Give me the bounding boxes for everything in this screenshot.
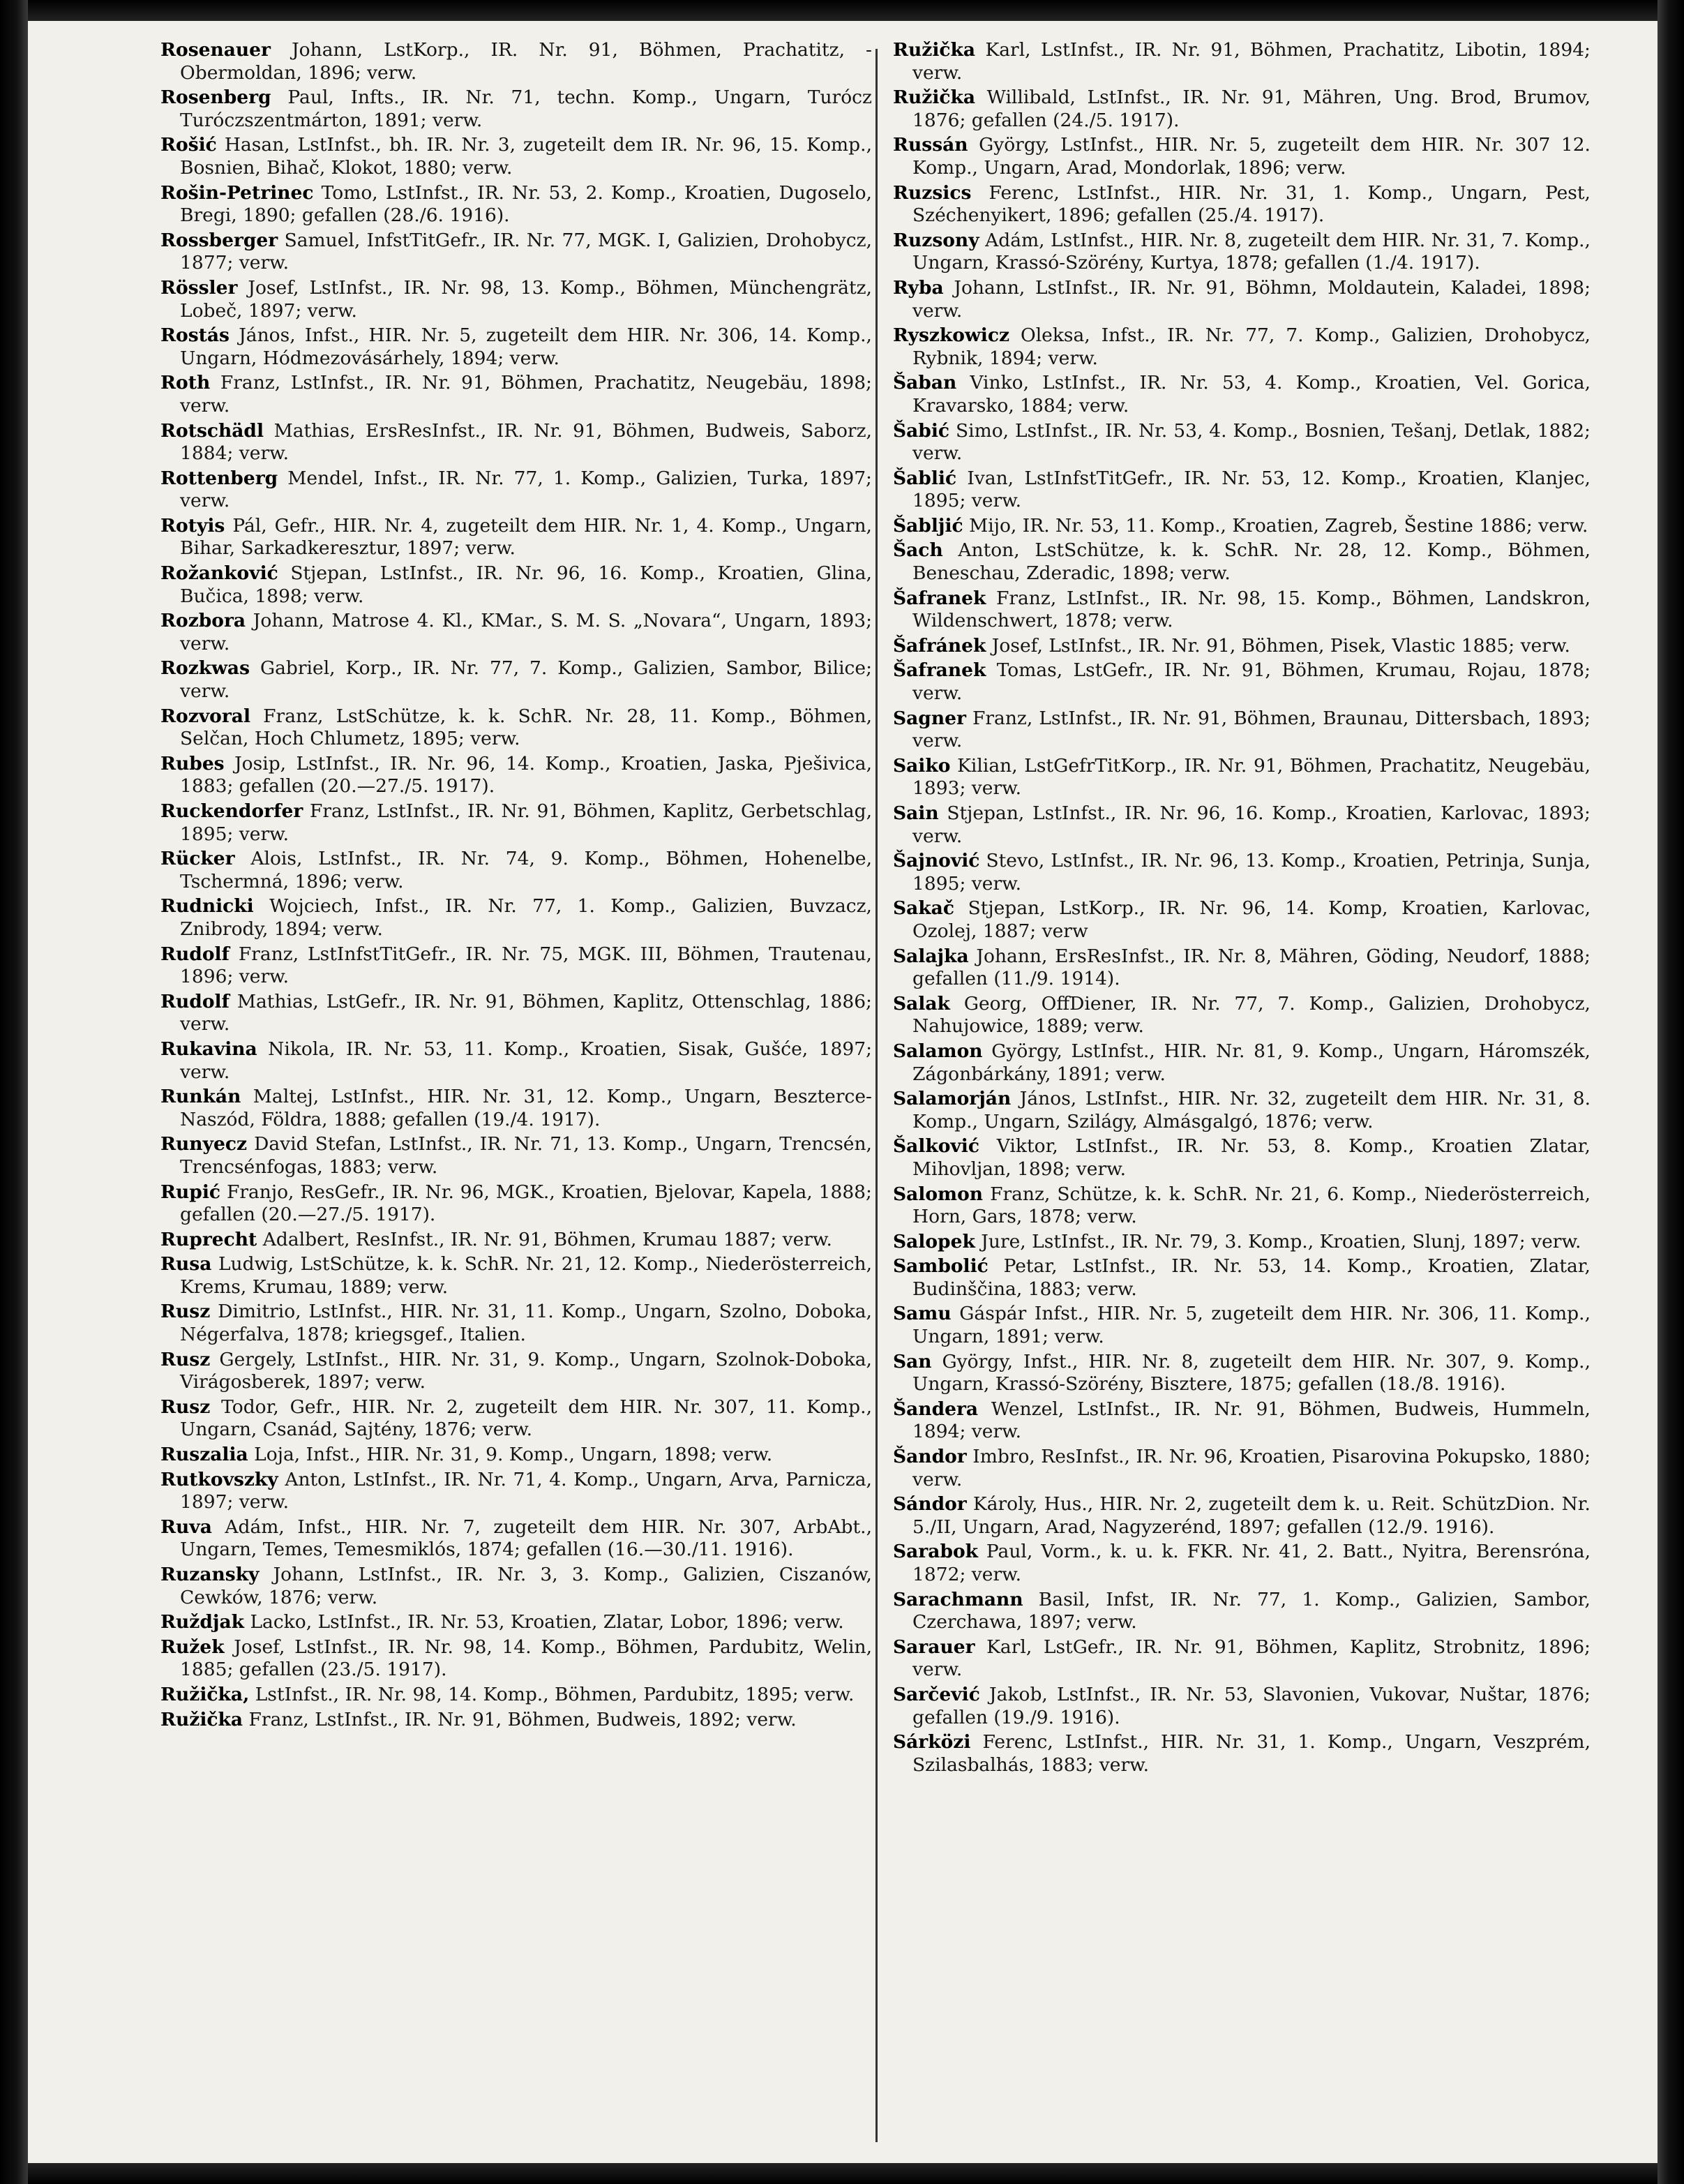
entry-surname: Ružička, [160, 1683, 250, 1705]
list-entry [893, 1255, 1591, 1301]
list-entry [160, 943, 872, 989]
entry-details: Johann, ErsResInfst., IR. Nr. 8, Mähren, Göding, Neudorf, 1888; gefallen (11./9. 1914). [912, 945, 1591, 990]
list-entry [893, 277, 1591, 322]
entry-details: Samuel, InfstTitGefr., IR. Nr. 77, MGK. I, Galizien, Drohobycz, 1877; verw. [180, 229, 872, 274]
entry-details: Stjepan, LstInfst., IR. Nr. 96, 16. Komp., Kroatien, Glina, Bučica, 1898; verw. [180, 562, 872, 607]
entry-surname: Sándor [893, 1493, 967, 1516]
entry-surname: Rostás [160, 324, 230, 347]
entry-surname: Rozkwas [160, 657, 250, 680]
entry-details: Paul, Vorm., k. u. k. FKR. Nr. 41, 2. Batt., Nyitra, Berensróna, 1872; verw. [912, 1541, 1591, 1585]
list-entry [893, 1493, 1591, 1539]
entry-surname: Šalković [893, 1135, 980, 1158]
scan-border-left [0, 0, 28, 2184]
list-entry [160, 515, 872, 560]
entry-details: Franz, LstInfst., IR. Nr. 98, 15. Komp., Böhmen, Landskron, Wildenschwert, 1878; verw. [912, 587, 1591, 632]
list-entry [160, 1301, 872, 1346]
list-entry [893, 1398, 1591, 1444]
list-entry [893, 324, 1591, 370]
list-entry [160, 1636, 872, 1682]
entry-details: Franz, LstSchütze, k. k. SchR. Nr. 28, 11. Komp., Böhmen, Selčan, Hoch Chlumetz, 1895; verw. [180, 705, 872, 750]
entry-details: Jure, LstInfst., IR. Nr. 79, 3. Komp., Kroatien, Slunj, 1897; verw. [981, 1230, 1581, 1252]
list-entry [893, 1589, 1591, 1634]
entry-details: Johann, LstInfst., IR. Nr. 3, 3. Komp., Galizien, Ciszanów, Cewków, 1876; verw. [180, 1564, 872, 1608]
list-entry [893, 755, 1591, 800]
entry-surname: San [893, 1350, 932, 1373]
entry-details: Franjo, ResGefr., IR. Nr. 96, MGK., Kroatien, Bjelovar, Kapela, 1888; gefallen (20.—27./5. 1917). [180, 1181, 872, 1226]
entry-details: Mathias, ErsResInfst., IR. Nr. 91, Böhmen, Budweis, Saborz, 1884; verw. [180, 419, 872, 465]
list-entry [160, 1684, 872, 1707]
entry-details: Josef, LstInfst., IR. Nr. 98, 14. Komp., Böhmen, Pardubitz, Welin, 1885; gefallen (23./5. 1917). [180, 1636, 872, 1681]
list-entry [893, 588, 1591, 633]
entry-details: Stjepan, LstKorp., IR. Nr. 96, 14. Komp, Kroatien, Karlovac, Ozolej, 1887; verw [912, 897, 1591, 942]
entry-surname: Šach [893, 539, 943, 562]
entry-details: Karl, LstGefr., IR. Nr. 91, Böhmen, Kaplitz, Strobnitz, 1896; verw. [912, 1636, 1591, 1681]
entry-details: Mendel, Infst., IR. Nr. 77, 1. Komp., Galizien, Turka, 1897; verw. [180, 467, 872, 512]
list-entry [893, 1183, 1591, 1229]
entry-surname: Sarauer [893, 1636, 975, 1658]
list-entry [160, 277, 872, 322]
entry-surname: Rosenberg [160, 87, 271, 109]
list-entry [160, 1516, 872, 1562]
entry-details: Franz, LstInfst., IR. Nr. 91, Böhmen, Prachatitz, Neugebäu, 1898; verw. [180, 372, 872, 417]
entry-details: Johann, Matrose 4. Kl., KMar., S. M. S. „Novara“, Ungarn, 1893; verw. [180, 610, 872, 655]
list-entry [893, 1684, 1591, 1729]
entry-surname: Rotyis [160, 514, 225, 537]
entry-details: Franz, LstInfst., IR. Nr. 91, Böhmen, Budweis, 1892; verw. [248, 1708, 797, 1730]
entry-details: Adalbert, ResInfst., IR. Nr. 91, Böhmen, Krumau 1887; verw. [262, 1228, 832, 1250]
entry-surname: Rozvoral [160, 705, 251, 727]
entry-surname: Russán [893, 134, 968, 156]
entry-details: Anton, LstSchütze, k. k. SchR. Nr. 28, 12. Komp., Böhmen, Beneschau, Zderadic, 1898; verw. [912, 539, 1591, 585]
list-entry [160, 657, 872, 703]
entry-surname: Ružek [160, 1636, 225, 1658]
entry-details: Károly, Hus., HIR. Nr. 2, zugeteilt dem k. u. Reit. SchützDion. Nr. 5./II, Ungarn, Arad, Nagyzerénd, 1897; gefallen (12./9. 1916). [912, 1493, 1591, 1538]
list-entry [893, 1135, 1591, 1181]
list-entry [160, 991, 872, 1036]
entry-surname: Ružička [893, 87, 976, 109]
entry-details: Willibald, LstInfst., IR. Nr. 91, Mähren, Ung. Brod, Brumov, 1876; gefallen (24./5. 1917). [912, 87, 1591, 131]
entry-surname: Sain [893, 802, 939, 824]
entry-details: Anton, LstInfst., IR. Nr. 71, 4. Komp., Ungarn, Arva, Parnicza, 1897; verw. [180, 1468, 872, 1513]
entry-details: György, LstInfst., HIR. Nr. 81, 9. Komp., Ungarn, Háromszék, Zágonbárkány, 1891; verw. [912, 1040, 1591, 1085]
entry-surname: Salopek [893, 1230, 975, 1252]
entry-surname: Šablić [893, 467, 957, 489]
entry-details: Georg, OffDiener, IR. Nr. 77, 7. Komp., Galizien, Drohobycz, Nahujowice, 1889; verw. [912, 992, 1591, 1038]
scan-border-top [0, 0, 1684, 21]
list-entry [160, 39, 872, 84]
entry-surname: Ruždjak [160, 1611, 244, 1633]
entry-surname: Rutkovszky [160, 1468, 278, 1490]
entry-details: Maltej, LstInfst., HIR. Nr. 31, 12. Komp., Ungarn, Beszterce-Naszód, Földra, 1888; gefallen (19./4. 1917). [180, 1086, 872, 1130]
entry-details: Wojciech, Infst., IR. Nr. 77, 1. Komp., Galizien, Buvzacz, Znibrody, 1894; verw. [180, 895, 872, 940]
entry-surname: Saiko [893, 754, 951, 777]
entry-details: Vinko, LstInfst., IR. Nr. 53, 4. Komp., Kroatien, Vel. Gorica, Kravarsko, 1884; verw. [912, 372, 1591, 417]
list-entry [160, 895, 872, 941]
entry-details: Oleksa, Infst., IR. Nr. 77, 7. Komp., Galizien, Drohobycz, Rybnik, 1894; verw. [912, 324, 1591, 369]
entry-details: Tomas, LstGefr., IR. Nr. 91, Böhmen, Krumau, Rojau, 1878; verw. [912, 659, 1591, 705]
list-entry [160, 705, 872, 751]
list-entry [893, 1351, 1591, 1396]
list-entry [160, 562, 872, 608]
entry-details: János, Infst., HIR. Nr. 5, zugeteilt dem HIR. Nr. 306, 14. Komp., Ungarn, Hódmezovásárhely, 1894; verw. [180, 324, 872, 369]
entry-surname: Ryszkowicz [893, 324, 1010, 347]
list-entry [893, 1040, 1591, 1086]
entry-surname: Šandor [893, 1446, 967, 1468]
entry-surname: Šafranek [893, 659, 986, 682]
list-entry [893, 1446, 1591, 1491]
entry-surname: Rusz [160, 1301, 211, 1323]
list-entry [160, 1349, 872, 1394]
list-entry [893, 1088, 1591, 1133]
entry-surname: Rudolf [160, 943, 230, 965]
entry-details: Ivan, LstInfstTitGefr., IR. Nr. 53, 12. Komp., Kroatien, Klanjec, 1895; verw. [912, 467, 1591, 512]
entry-details: David Stefan, LstInfst., IR. Nr. 71, 13. Komp., Ungarn, Trencsén, Trencsénfogas, 1883; verw. [180, 1133, 872, 1178]
entry-details: Karl, LstInfst., IR. Nr. 91, Böhmen, Prachatitz, Libotin, 1894; verw. [912, 39, 1591, 84]
entry-surname: Runkán [160, 1086, 241, 1108]
entry-details: Tomo, LstInfst., IR. Nr. 53, 2. Komp., Kroatien, Dugoselo, Bregi, 1890; gefallen (28./6. 1916). [180, 181, 872, 227]
list-entry [893, 87, 1591, 132]
list-entry [160, 1253, 872, 1299]
entry-surname: Rozbora [160, 610, 246, 632]
list-entry [160, 1564, 872, 1609]
left-column [160, 39, 872, 1733]
entry-surname: Sambolić [893, 1255, 988, 1278]
entry-details: Hasan, LstInfst., bh. IR. Nr. 3, zugeteilt dem IR. Nr. 96, 15. Komp., Bosnien, Bihač, Klokot, 1880; verw. [180, 134, 872, 179]
entry-details: Josef, LstInfst., IR. Nr. 91, Böhmen, Pisek, Vlastic 1885; verw. [991, 634, 1570, 657]
entry-details: Stjepan, LstInfst., IR. Nr. 96, 16. Komp., Kroatien, Karlovac, 1893; verw. [912, 802, 1591, 847]
entry-surname: Šabljić [893, 514, 963, 537]
right-column [893, 39, 1591, 1779]
list-entry [893, 1303, 1591, 1348]
entry-details: Johann, LstInfst., IR. Nr. 91, Böhmn, Moldautein, Kaladei, 1898; verw. [912, 276, 1591, 322]
entry-details: Johann, LstKorp., IR. Nr. 91, Böhmen, Prachatitz, -Obermoldan, 1896; verw. [180, 39, 872, 84]
entry-details: Nikola, IR. Nr. 53, 11. Komp., Kroatien, Sisak, Gušće, 1897; verw. [180, 1038, 872, 1083]
entry-surname: Rožanković [160, 562, 278, 585]
entry-details: György, LstInfst., HIR. Nr. 5, zugeteilt dem HIR. Nr. 307 12. Komp., Ungarn, Arad, Mondorlak, 1896; verw. [912, 134, 1591, 179]
entry-surname: Ruszalia [160, 1444, 248, 1466]
list-entry [893, 850, 1591, 895]
list-entry [893, 945, 1591, 991]
entry-surname: Roth [160, 372, 211, 394]
entry-details: Mijo, IR. Nr. 53, 11. Komp., Kroatien, Zagreb, Šestine 1886; verw. [969, 514, 1588, 537]
entry-surname: Ruprecht [160, 1228, 257, 1250]
list-entry [160, 230, 872, 275]
entry-details: Jakob, LstInfst., IR. Nr. 53, Slavonien, Vukovar, Nuštar, 1876; gefallen (19./9. 1916). [912, 1683, 1591, 1728]
list-entry [160, 1444, 872, 1467]
entry-details: Basil, Infst, IR. Nr. 77, 1. Komp., Galizien, Sambor, Czerchawa, 1897; verw. [912, 1588, 1591, 1633]
entry-details: Adám, LstInfst., HIR. Nr. 8, zugeteilt dem HIR. Nr. 31, 7. Komp., Ungarn, Krassó-Szörény, Kurtya, 1878; gefallen (1./4. 1917). [912, 229, 1591, 274]
list-entry [893, 372, 1591, 417]
entry-surname: Rukavina [160, 1038, 257, 1060]
entry-surname: Rottenberg [160, 467, 278, 489]
entry-surname: Sarčević [893, 1683, 980, 1705]
entry-details: Lacko, LstInfst., IR. Nr. 53, Kroatien, Zlatar, Lobor, 1896; verw. [250, 1611, 844, 1633]
entry-surname: Rotschädl [160, 419, 264, 442]
entry-surname: Ruzansky [160, 1564, 260, 1585]
entry-surname: Sagner [893, 707, 966, 729]
list-entry [160, 1038, 872, 1084]
entry-surname: Salamon [893, 1040, 983, 1062]
entry-details: Franz, LstInfst., IR. Nr. 91, Böhmen, Braunau, Dittersbach, 1893; verw. [912, 707, 1591, 752]
entry-surname: Rusz [160, 1396, 211, 1418]
list-entry [893, 897, 1591, 943]
entry-surname: Rupić [160, 1181, 221, 1203]
entry-surname: Ružička [893, 39, 976, 61]
entry-details: Pál, Gefr., HIR. Nr. 4, zugeteilt dem HIR. Nr. 1, 4. Komp., Ungarn, Bihar, Sarkadkeresztur, 1897; verw. [180, 514, 872, 560]
entry-details: Ferenc, LstInfst., HIR. Nr. 31, 1. Komp., Ungarn, Veszprém, Szilasbalhás, 1883; verw. [912, 1731, 1591, 1776]
entry-details: Gáspár Infst., HIR. Nr. 5, zugeteilt dem HIR. Nr. 306, 11. Komp., Ungarn, 1891; verw. [912, 1303, 1591, 1348]
entry-surname: Sarabok [893, 1541, 979, 1563]
entry-surname: Sakač [893, 897, 954, 920]
entry-surname: Šabić [893, 419, 950, 442]
entry-details: Josip, LstInfst., IR. Nr. 96, 14. Komp., Kroatien, Jaska, Pješivica, 1883; gefallen (20.—27./5. 1917). [180, 752, 872, 798]
entry-details: János, LstInfst., HIR. Nr. 32, zugeteilt dem HIR. Nr. 31, 8. Komp., Ungarn, Szilágy, Almásgalgó, 1876; verw. [912, 1088, 1591, 1132]
list-entry [160, 468, 872, 513]
entry-surname: Rusa [160, 1253, 212, 1276]
list-entry [160, 420, 872, 465]
entry-details: Todor, Gefr., HIR. Nr. 2, zugeteilt dem HIR. Nr. 307, 11. Komp., Ungarn, Csanád, Sajtény, 1876; verw. [180, 1396, 872, 1441]
entry-surname: Runyecz [160, 1133, 247, 1155]
list-entry [160, 1229, 872, 1252]
entry-details: Ferenc, LstInfst., HIR. Nr. 31, 1. Komp., Ungarn, Pest, Széchenyikert, 1896; gefallen (25./4. 1917). [912, 181, 1591, 227]
list-entry [160, 848, 872, 893]
entry-surname: Ruzsics [893, 181, 972, 204]
entry-surname: Rošin-Petrinec [160, 181, 314, 204]
list-entry [893, 1636, 1591, 1682]
entry-surname: Šaban [893, 372, 957, 394]
entry-details: Dimitrio, LstInfst., HIR. Nr. 31, 11. Komp., Ungarn, Szolno, Doboka, Négerfalva, 1878; kriegsgef., Italien. [180, 1301, 872, 1346]
entry-surname: Sarachmann [893, 1588, 1023, 1610]
entry-details: Alois, LstInfst., IR. Nr. 74, 9. Komp., Böhmen, Hohenelbe, Tschermná, 1896; verw. [180, 848, 872, 892]
entry-details: Franz, LstInfst., IR. Nr. 91, Böhmen, Kaplitz, Gerbetschlag, 1895; verw. [180, 800, 872, 845]
list-entry [160, 134, 872, 179]
entry-surname: Samu [893, 1303, 952, 1325]
list-entry [893, 515, 1591, 538]
list-entry [160, 610, 872, 655]
entry-details: Franz, LstInfstTitGefr., IR. Nr. 75, MGK. III, Böhmen, Trautenau, 1896; verw. [180, 943, 872, 988]
entry-surname: Šafranek [893, 587, 986, 609]
list-entry [160, 1086, 872, 1131]
entry-details: Gabriel, Korp., IR. Nr. 77, 7. Komp., Galizien, Sambor, Bilice; verw. [180, 657, 872, 703]
entry-details: Simo, LstInfst., IR. Nr. 53, 4. Komp., Bosnien, Tešanj, Detlak, 1882; verw. [912, 419, 1591, 465]
entry-surname: Šafránek [893, 634, 986, 657]
list-entry [160, 324, 872, 370]
list-entry [160, 1469, 872, 1514]
entry-details: Josef, LstInfst., IR. Nr. 98, 13. Komp., Böhmen, Münchengrätz, Lobeč, 1897; verw. [180, 276, 872, 322]
scan-border-bottom [0, 2163, 1684, 2184]
entry-surname: Ruzsony [893, 229, 979, 251]
entry-surname: Sárközi [893, 1731, 971, 1753]
list-entry [893, 230, 1591, 275]
entry-details: Adám, Infst., HIR. Nr. 7, zugeteilt dem HIR. Nr. 307, ArbAbt., Ungarn, Temes, Temesmiklós, 1874; gefallen (16.—30./11. 1916). [180, 1516, 872, 1561]
entry-surname: Ružička [160, 1708, 243, 1730]
list-entry [893, 659, 1591, 705]
entry-surname: Rudnicki [160, 895, 254, 918]
entry-details: Loja, Infst., HIR. Nr. 31, 9. Komp., Ungarn, 1898; verw. [254, 1444, 773, 1466]
entry-surname: Rosenauer [160, 39, 271, 61]
list-entry [160, 87, 872, 132]
entry-surname: Šandera [893, 1398, 979, 1420]
entry-surname: Rudolf [160, 990, 230, 1012]
list-entry [893, 468, 1591, 513]
entry-details: Paul, Infts., IR. Nr. 71, techn. Komp., Ungarn, Turócz Turóczszentmárton, 1891; verw. [180, 87, 872, 131]
list-entry [160, 1709, 872, 1732]
list-entry [893, 420, 1591, 465]
entry-surname: Ruva [160, 1516, 212, 1538]
entry-surname: Salamorján [893, 1088, 1012, 1110]
entry-details: Petar, LstInfst., IR. Nr. 53, 14. Komp., Kroatien, Zlatar, Budinščina, 1883; verw. [912, 1255, 1591, 1300]
list-entry [160, 182, 872, 227]
entry-surname: Šajnović [893, 850, 980, 872]
entry-details: Mathias, LstGefr., IR. Nr. 91, Böhmen, Kaplitz, Ottenschlag, 1886; verw. [180, 990, 872, 1035]
entry-surname: Rusz [160, 1348, 211, 1370]
list-entry [893, 134, 1591, 179]
entry-details: Wenzel, LstInfst., IR. Nr. 91, Böhmen, Budweis, Hummeln, 1894; verw. [912, 1398, 1591, 1443]
list-entry [893, 1541, 1591, 1586]
entry-surname: Rössler [160, 276, 238, 299]
entry-surname: Ryba [893, 276, 944, 299]
document-page [28, 21, 1657, 2163]
list-entry [893, 635, 1591, 658]
entry-details: Franz, Schütze, k. k. SchR. Nr. 21, 6. Komp., Niederösterreich, Horn, Gars, 1878; verw. [912, 1183, 1591, 1228]
column-divider [875, 49, 878, 2142]
list-entry [893, 539, 1591, 585]
entry-surname: Ruckendorfer [160, 800, 303, 822]
list-entry [160, 372, 872, 417]
list-entry [893, 993, 1591, 1038]
entry-surname: Salajka [893, 945, 969, 967]
list-entry [160, 753, 872, 798]
entry-details: Stevo, LstInfst., IR. Nr. 96, 13. Komp., Kroatien, Petrinja, Sunja, 1895; verw. [912, 850, 1591, 895]
list-entry [160, 800, 872, 846]
entry-details: Ludwig, LstSchütze, k. k. SchR. Nr. 21, 12. Komp., Niederösterreich, Krems, Krumau, 1889; verw. [180, 1253, 872, 1298]
list-entry [893, 802, 1591, 848]
list-entry [893, 182, 1591, 227]
entry-surname: Rošić [160, 134, 217, 156]
list-entry [160, 1396, 872, 1442]
entry-details: LstInfst., IR. Nr. 98, 14. Komp., Böhmen, Pardubitz, 1895; verw. [255, 1683, 855, 1705]
list-entry [160, 1181, 872, 1227]
entry-details: Imbro, ResInfst., IR. Nr. 96, Kroatien, Pisarovina Pokupsko, 1880; verw. [912, 1446, 1591, 1490]
list-entry [893, 39, 1591, 84]
entry-surname: Rücker [160, 848, 235, 870]
entry-details: Viktor, LstInfst., IR. Nr. 53, 8. Komp., Kroatien Zlatar, Mihovljan, 1898; verw. [912, 1135, 1591, 1180]
entry-surname: Rubes [160, 752, 225, 775]
entry-surname: Salak [893, 992, 950, 1015]
entry-details: Kilian, LstGefrTitKorp., IR. Nr. 91, Böhmen, Prachatitz, Neugebäu, 1893; verw. [912, 754, 1591, 800]
scan-border-right [1657, 0, 1684, 2184]
list-entry [160, 1133, 872, 1179]
entry-surname: Salomon [893, 1183, 984, 1205]
list-entry [160, 1611, 872, 1634]
list-entry [893, 1231, 1591, 1254]
entry-details: György, Infst., HIR. Nr. 8, zugeteilt dem HIR. Nr. 307, 9. Komp., Ungarn, Krassó-Szörény, Bisztere, 1875; gefallen (18./8. 1916). [912, 1350, 1591, 1396]
list-entry [893, 1731, 1591, 1777]
entry-surname: Rossberger [160, 229, 278, 251]
list-entry [893, 708, 1591, 753]
entry-details: Gergely, LstInfst., HIR. Nr. 31, 9. Komp., Ungarn, Szolnok-Doboka, Virágosberek, 1897; verw. [180, 1348, 872, 1393]
